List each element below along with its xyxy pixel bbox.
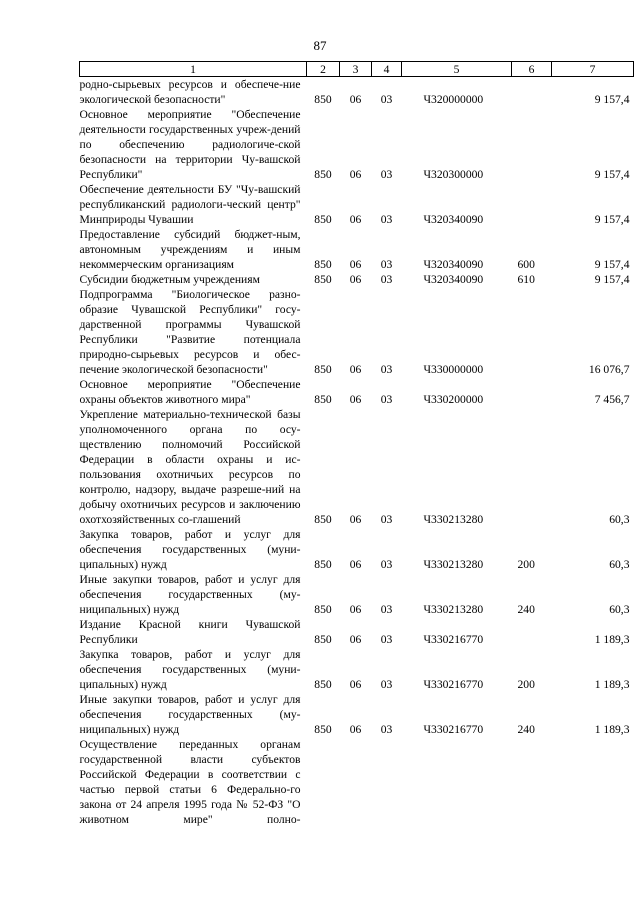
expense-type-cell — [512, 287, 552, 377]
table-row — [80, 647, 634, 692]
amount-cell: 1 189,3 — [594, 678, 630, 691]
expense-type-cell — [512, 407, 552, 527]
subsection-code-cell: 03 — [380, 258, 393, 271]
row-name-cell: Укрепление материально-технической базы уполномоченного органа по осу-ществлению полномочий Российской Федерации в области охраны и ис-пользования охотничьих ресурсов по контролю, надзору, выдаче разреше-ний на добычу охотничьих ресурсов и заключению охотхозяйственных со-глашений — [79, 408, 301, 526]
amount-cell: 60,3 — [609, 603, 630, 616]
table-row — [80, 737, 634, 827]
column-header: 5 — [402, 62, 512, 77]
table-row — [80, 287, 634, 377]
section-code-cell: 06 — [349, 558, 362, 571]
section-code-cell: 06 — [349, 513, 362, 526]
target-article-cell: Ч330216770 — [423, 633, 484, 646]
column-header: 3 — [340, 62, 372, 77]
expense-type-cell: 240 — [517, 723, 535, 736]
subsection-code-cell — [372, 737, 402, 827]
subsection-code-cell: 03 — [380, 678, 393, 691]
expense-type-cell — [512, 107, 552, 182]
column-header: 2 — [307, 62, 340, 77]
ministry-code-cell: 850 — [314, 678, 332, 691]
row-name-cell: Закупка товаров, работ и услуг для обеспечения государственных (муни-ципальных) нужд — [79, 528, 301, 571]
row-name-cell: Субсидии бюджетным учреждениям — [79, 273, 260, 286]
target-article-cell: Ч330200000 — [423, 393, 484, 406]
amount-cell: 9 157,4 — [594, 258, 630, 271]
row-name-cell: Подпрограмма "Биологическое разно-образие Чувашской Республики" госу-дарственной программы Чувашской Республики "Развитие потенциала природно-сырьевых ресурсов и обес-печение экологической безопасности" — [79, 288, 301, 376]
expense-type-cell: 200 — [517, 678, 535, 691]
amount-cell: 60,3 — [609, 513, 630, 526]
target-article-cell: Ч320340090 — [423, 273, 484, 286]
row-name-cell: Осуществление переданных органам государственной власти субъектов Российской Федерации в соответствии с частью первой статьи 6 Федерально-го закона от 24 апреля 1995 года № 52-ФЗ "О животном мире" полно- — [79, 738, 301, 826]
section-code-cell: 06 — [349, 633, 362, 646]
target-article-cell — [402, 737, 512, 827]
section-code-cell: 06 — [349, 603, 362, 616]
subsection-code-cell: 03 — [380, 393, 393, 406]
subsection-code-cell: 03 — [380, 723, 393, 736]
expense-type-cell — [512, 377, 552, 407]
table-row — [80, 272, 634, 287]
section-code-cell: 06 — [349, 363, 362, 376]
target-article-cell: Ч330213280 — [423, 513, 484, 526]
table-row — [80, 227, 634, 272]
table-row — [80, 107, 634, 182]
expense-type-cell — [512, 182, 552, 227]
ministry-code-cell: 850 — [314, 93, 332, 106]
amount-cell: 9 157,4 — [594, 93, 630, 106]
ministry-code-cell — [307, 737, 340, 827]
expense-type-cell: 610 — [517, 273, 535, 286]
table-row — [80, 572, 634, 617]
target-article-cell: Ч330216770 — [423, 723, 484, 736]
ministry-code-cell: 850 — [314, 213, 332, 226]
section-code-cell — [340, 737, 372, 827]
table-row — [80, 407, 634, 527]
table-row — [80, 527, 634, 572]
amount-cell: 9 157,4 — [594, 168, 630, 181]
subsection-code-cell: 03 — [380, 168, 393, 181]
subsection-code-cell: 03 — [380, 363, 393, 376]
section-code-cell: 06 — [349, 93, 362, 106]
target-article-cell: Ч320340090 — [423, 258, 484, 271]
row-name-cell: Основное мероприятие "Обеспечение охраны объектов животного мира" — [79, 378, 301, 406]
section-code-cell: 06 — [349, 168, 362, 181]
target-article-cell: Ч330216770 — [423, 678, 484, 691]
amount-cell: 9 157,4 — [594, 213, 630, 226]
target-article-cell: Ч330213280 — [423, 558, 484, 571]
column-header: 1 — [80, 62, 307, 77]
target-article-cell: Ч320000000 — [423, 93, 484, 106]
amount-cell: 1 189,3 — [594, 633, 630, 646]
target-article-cell: Ч330213280 — [423, 603, 484, 616]
table-row — [80, 182, 634, 227]
expense-type-cell — [512, 77, 552, 108]
table-row — [80, 617, 634, 647]
ministry-code-cell: 850 — [314, 168, 332, 181]
subsection-code-cell: 03 — [380, 513, 393, 526]
expense-type-cell: 200 — [517, 558, 535, 571]
section-code-cell: 06 — [349, 678, 362, 691]
section-code-cell: 06 — [349, 393, 362, 406]
ministry-code-cell: 850 — [314, 558, 332, 571]
subsection-code-cell: 03 — [380, 213, 393, 226]
column-header: 7 — [552, 62, 634, 77]
ministry-code-cell: 850 — [314, 723, 332, 736]
amount-cell: 60,3 — [609, 558, 630, 571]
amount-cell — [552, 737, 634, 827]
expense-type-cell: 240 — [517, 603, 535, 616]
amount-cell: 9 157,4 — [594, 273, 630, 286]
column-header: 6 — [512, 62, 552, 77]
subsection-code-cell: 03 — [380, 93, 393, 106]
section-code-cell: 06 — [349, 258, 362, 271]
table-row — [80, 77, 634, 108]
subsection-code-cell: 03 — [380, 633, 393, 646]
target-article-cell: Ч320300000 — [423, 168, 484, 181]
table-row — [80, 377, 634, 407]
column-header: 4 — [372, 62, 402, 77]
ministry-code-cell: 850 — [314, 273, 332, 286]
subsection-code-cell: 03 — [380, 603, 393, 616]
expense-type-cell — [512, 617, 552, 647]
subsection-code-cell: 03 — [380, 558, 393, 571]
ministry-code-cell: 850 — [314, 513, 332, 526]
table-row — [80, 692, 634, 737]
ministry-code-cell: 850 — [314, 258, 332, 271]
section-code-cell: 06 — [349, 273, 362, 286]
ministry-code-cell: 850 — [314, 363, 332, 376]
row-name-cell: родно-сырьевых ресурсов и обеспече-ние экологической безопасности" — [79, 78, 301, 106]
target-article-cell: Ч320340090 — [423, 213, 484, 226]
row-name-cell: Предоставление субсидий бюджет-ным, автономным учреждениям и иным некоммерческим организациям — [79, 228, 301, 271]
amount-cell: 7 456,7 — [594, 393, 630, 406]
amount-cell: 1 189,3 — [594, 723, 630, 736]
ministry-code-cell: 850 — [314, 393, 332, 406]
row-name-cell: Иные закупки товаров, работ и услуг для обеспечения государственных (му-ниципальных) нужд — [79, 693, 301, 736]
budget-table — [79, 61, 634, 827]
ministry-code-cell: 850 — [314, 633, 332, 646]
section-code-cell: 06 — [349, 213, 362, 226]
table-header-row — [80, 62, 634, 77]
subsection-code-cell: 03 — [380, 273, 393, 286]
expense-type-cell — [512, 737, 552, 827]
row-name-cell: Издание Красной книги Чувашской Республики — [79, 618, 301, 646]
page-number: 87 — [313, 38, 327, 53]
row-name-cell: Закупка товаров, работ и услуг для обеспечения государственных (муни-ципальных) нужд — [79, 648, 301, 691]
row-name-cell: Обеспечение деятельности БУ "Чу-вашский республиканский радиологи-ческий центр" Минприроды Чувашии — [79, 183, 301, 226]
target-article-cell: Ч330000000 — [423, 363, 484, 376]
amount-cell: 16 076,7 — [588, 363, 630, 376]
expense-type-cell: 600 — [517, 258, 535, 271]
row-name-cell: Иные закупки товаров, работ и услуг для обеспечения государственных (му-ниципальных) нужд — [79, 573, 301, 616]
section-code-cell: 06 — [349, 723, 362, 736]
ministry-code-cell: 850 — [314, 603, 332, 616]
row-name-cell: Основное мероприятие "Обеспечение деятельности государственных учреж-дений по обеспечению радиологиче-ской безопасности на территории Чу-вашской Республики" — [79, 108, 301, 181]
